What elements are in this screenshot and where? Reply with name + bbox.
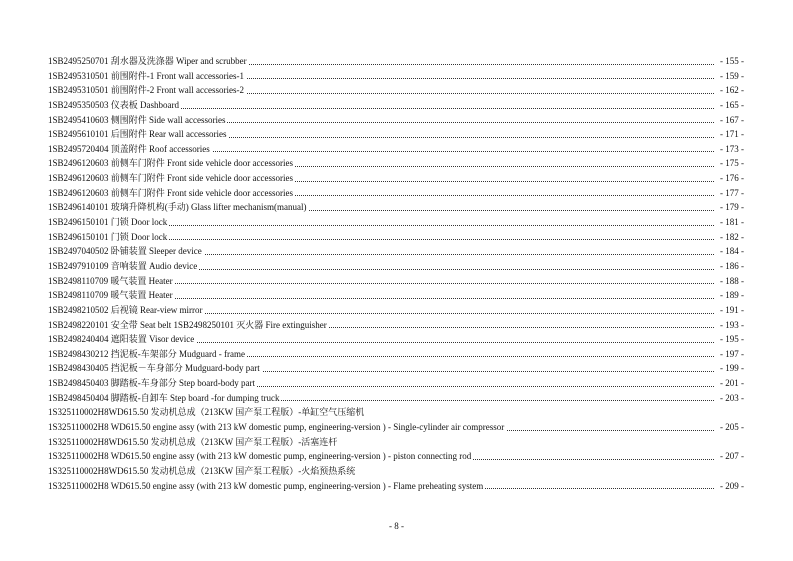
toc-entry-page: - 188 - [718,274,744,289]
toc-entry-page: - 165 - [718,98,744,113]
toc-entry-title: 1SB2496120603 前侧车门附件 Front side vehicle door accessories [48,187,293,198]
toc-entry[interactable] [48,479,744,494]
toc-entry-page: - 159 - [718,69,744,84]
toc-entry-page: - 197 - [718,347,744,362]
toc-entry-title: 1SB2498430405 挡泥板－车身部分 Mudguard-body part [48,363,260,374]
toc-entry-page: - 177 - [718,186,744,201]
toc-entry[interactable] [48,171,744,186]
toc-entry-title: 1SB2495720404 顶盖附件 Roof accessories [48,143,210,154]
toc-entry-title: 1SB2498110709 暖气装置 Heater [48,275,173,286]
toc-entry[interactable] [48,274,744,289]
toc-entry-title: 1SB2495310501 前围附件-2 Front wall accessories-2 [48,85,244,96]
toc-entry-page: - 162 - [718,83,744,98]
toc-entry-page: - 195 - [718,332,744,347]
table-of-contents [48,54,744,493]
toc-entry[interactable] [48,69,744,84]
toc-entry-page: - 191 - [718,303,744,318]
toc-entry-title: 1SB2495350503 仪表板 Dashboard [48,99,179,110]
toc-entry-page: - 207 - [718,449,744,464]
toc-entry-title: 1SB2495410603 侧围附件 Side wall accessories [48,114,226,125]
toc-entry[interactable] [48,142,744,157]
toc-entry[interactable] [48,376,744,391]
toc-entry-title: 1SB2498220101 安全带 Seat belt 1SB2498250101 灭火器 Fire extinguisher [48,319,327,330]
toc-entry-page: - 155 - [718,54,744,69]
toc-entry-page: - 199 - [718,361,744,376]
toc-entry-page: - 201 - [718,376,744,391]
toc-entry-title: 1SB2498450403 脚踏板-车身部分 Step board-body part [48,378,255,389]
toc-entry-page: - 175 - [718,156,744,171]
toc-entry-page: - 189 - [718,288,744,303]
toc-entry-page: - 181 - [718,215,744,230]
toc-entry-page: - 205 - [718,420,744,435]
toc-entry-title: 1S325110002H8 WD615.50 engine assy (with 213 kW domestic pump, engineering-version ) - piston connecting rod [48,451,472,462]
toc-entry-title: 1S325110002H8 WD615.50 engine assy (with 213 kW domestic pump, engineering-version ) - Flame preheating system [48,480,484,491]
toc-entry[interactable] [48,230,744,245]
toc-entry-page: - 171 - [718,127,744,142]
toc-entry-title: 1S325110002H8WD615.50 发动机总成（213KW 国产泵工程版）-单缸空气压缩机 [48,407,365,418]
toc-entry-title: 1SB2495610101 后围附件 Rear wall accessories [48,129,227,140]
toc-entry-title: 1SB2497910109 音响装置 Audio device [48,260,198,271]
toc-entry[interactable] [48,83,744,98]
toc-entry-title: 1SB2495250701 刮水器及洗涤器 Wiper and scrubber [48,56,247,66]
toc-entry[interactable] [48,186,744,201]
toc-entry[interactable] [48,391,744,406]
toc-entry[interactable] [48,200,744,215]
toc-entry[interactable] [48,288,744,303]
toc-entry[interactable] [48,318,744,333]
toc-entry-page: - 209 - [718,479,744,494]
toc-entry-page: - 179 - [718,200,744,215]
toc-entry-title: 1SB2498240404 遮阳装置 Visor device [48,334,195,345]
toc-entry[interactable] [48,420,744,435]
toc-entry-title: 1S325110002H8WD615.50 发动机总成（213KW 国产泵工程版）-活塞连杆 [48,436,338,447]
toc-entry-title: 1SB2498430212 挡泥板-车架部分 Mudguard - frame [48,348,245,359]
toc-entry-page: - 167 - [718,113,744,128]
toc-entry[interactable] [48,464,744,479]
toc-entry-title: 1SB2496150101 门锁 Door lock [48,217,168,228]
toc-entry-title: 1S325110002H8 WD615.50 engine assy (with 213 kW domestic pump, engineering-version ) - Single-cylinder air compressor [48,422,505,433]
toc-entry[interactable] [48,405,744,420]
toc-entry-title: 1SB2498210502 后视镜 Rear-view mirror [48,304,203,315]
toc-entry[interactable] [48,98,744,113]
toc-entry-title: 1SB2496120603 前侧车门附件 Front side vehicle door accessories [48,173,293,184]
toc-entry[interactable] [48,215,744,230]
toc-entry[interactable] [48,259,744,274]
toc-entry-title: 1SB2498450404 脚踏板-自卸车 Step board -for dumping truck [48,392,280,403]
toc-entry-page: - 203 - [718,391,744,406]
toc-entry[interactable] [48,303,744,318]
toc-entry[interactable] [48,127,744,142]
toc-entry-page: - 176 - [718,171,744,186]
toc-entry[interactable] [48,244,744,259]
toc-entry[interactable] [48,361,744,376]
toc-entry[interactable] [48,449,744,464]
toc-entry[interactable] [48,54,744,69]
toc-entry-page: - 173 - [718,142,744,157]
toc-entry-page: - 193 - [718,318,744,333]
page-number: - 8 - [389,521,404,531]
toc-entry-page: - 182 - [718,230,744,245]
toc-entry-title: 1SB2495310501 前围附件-1 Front wall accessories-1 [48,70,244,81]
toc-entry[interactable] [48,332,744,347]
toc-entry[interactable] [48,113,744,128]
toc-entry-page: - 186 - [718,259,744,274]
toc-entry-title: 1SB2496150101 门锁 Door lock [48,231,168,242]
toc-entry-title: 1SB2496120603 前侧车门附件 Front side vehicle door accessories [48,158,293,169]
toc-entry-title: 1S325110002H8WD615.50 发动机总成（213KW 国产泵工程版）-火焰预热系统 [48,465,356,476]
toc-entry[interactable] [48,435,744,450]
toc-entry-title: 1SB2496140101 玻璃升降机构(手动) Glass lifter mechanism(manual) [48,202,307,213]
toc-entry-title: 1SB2497040502 卧铺装置 Sleeper device [48,246,202,257]
toc-entry-page: - 184 - [718,244,744,259]
toc-entry[interactable] [48,156,744,171]
toc-entry[interactable] [48,347,744,362]
toc-entry-title: 1SB2498110709 暖气装置 Heater [48,290,173,301]
